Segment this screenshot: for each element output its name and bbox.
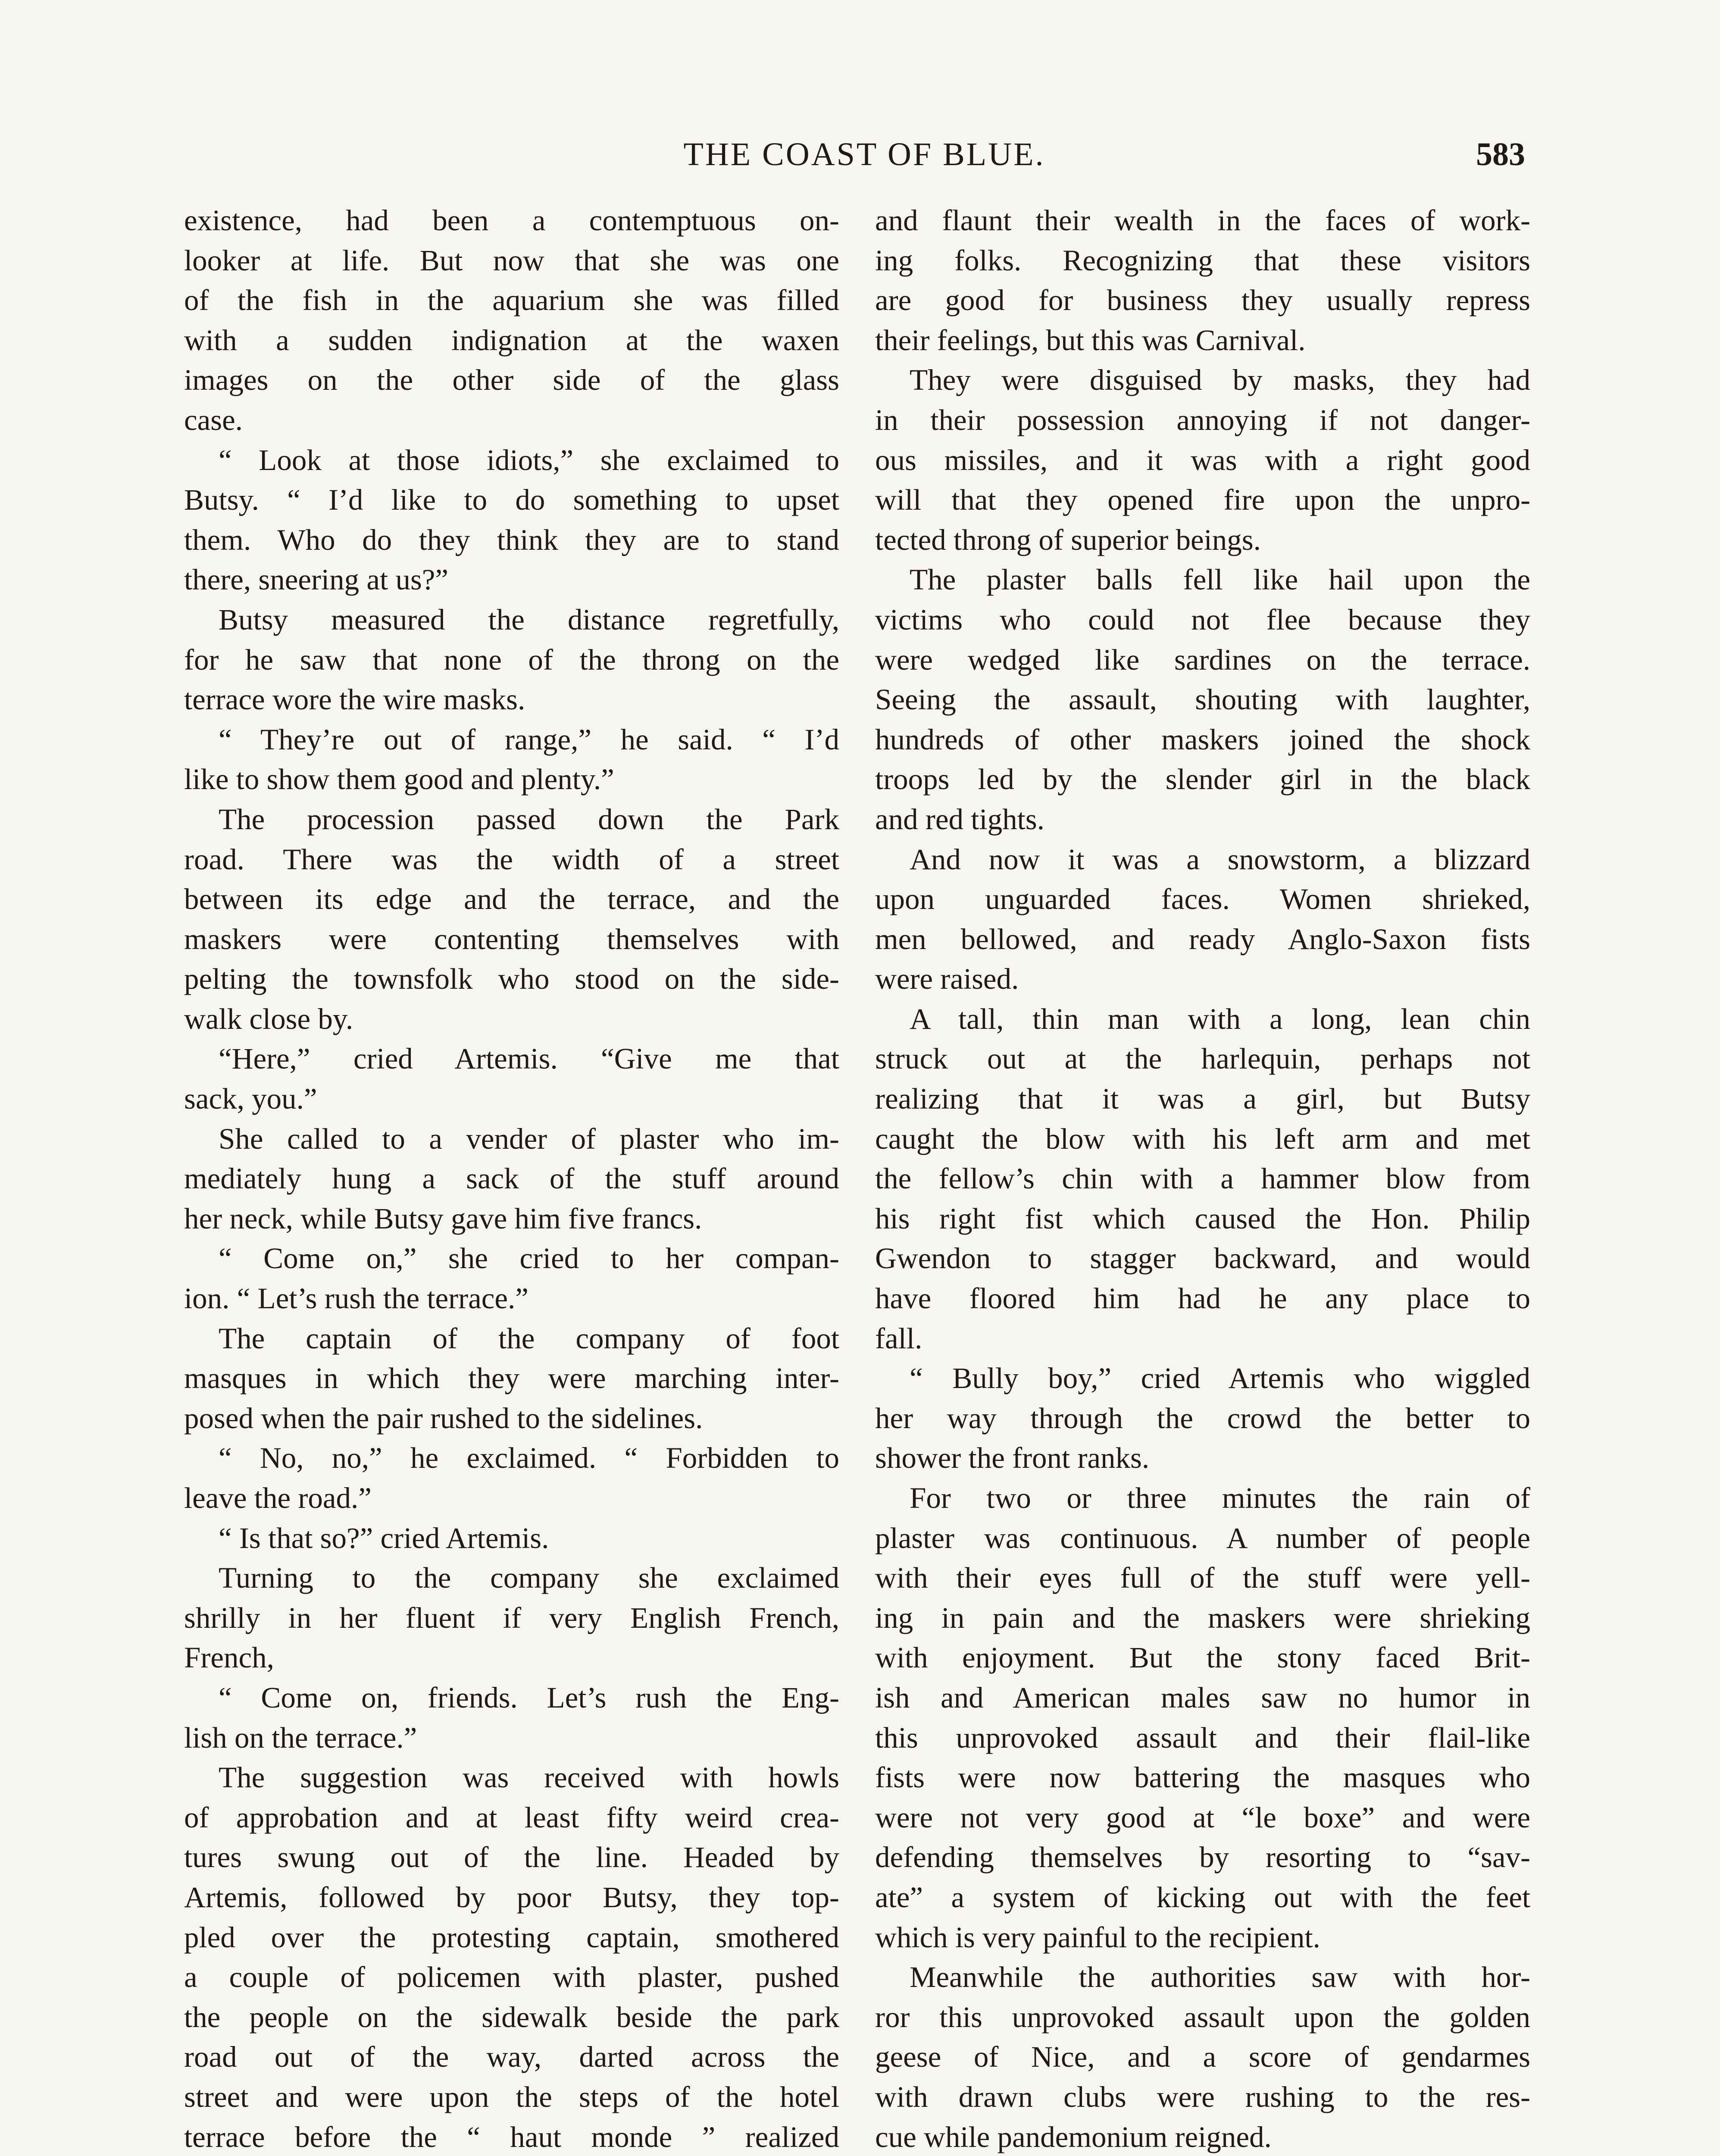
text-line: And now it was a snowstorm, a blizzard	[910, 843, 1530, 876]
text-line: defending themselves by resorting to “sav-	[875, 1841, 1530, 1874]
paragraph	[184, 1319, 839, 1438]
text-line: leave the road.”	[184, 1482, 372, 1514]
right-text-column	[875, 201, 1530, 2156]
page-header	[0, 128, 1720, 180]
text-line: ous missiles, and it was with a right good	[875, 443, 1530, 476]
text-line: struck out at the harlequin, perhaps not	[875, 1042, 1530, 1075]
text-line: her neck, while Butsy gave him five francs.	[184, 1202, 702, 1235]
text-line: Butsy. “ I’d like to do something to upset	[184, 483, 839, 517]
text-line: cue while pandemonium reigned.	[875, 2120, 1272, 2153]
text-line: were raised.	[875, 962, 1019, 996]
text-line: “ Is that so?” cried Artemis.	[219, 1521, 549, 1554]
text-line: with drawn clubs were rushing to the res-	[875, 2080, 1530, 2113]
paragraph	[875, 999, 1530, 1358]
text-line: his right fist which caused the Hon. Philip	[875, 1202, 1530, 1235]
text-line: case.	[184, 403, 243, 436]
text-line: mediately hung a sack of the stuff around	[184, 1162, 839, 1195]
text-line: ing in pain and the maskers were shrieking	[875, 1601, 1530, 1634]
text-line: ate” a system of kicking out with the feet	[875, 1880, 1530, 1914]
text-line: their feelings, but this was Carnival.	[875, 323, 1306, 357]
text-line: road. There was the width of a street	[184, 843, 839, 876]
text-line: fall.	[875, 1322, 923, 1355]
text-line: tected throng of superior beings.	[875, 523, 1261, 556]
paragraph	[184, 1518, 839, 1558]
paragraph	[184, 1238, 839, 1318]
paragraph	[875, 1957, 1530, 2156]
text-line: like to show them good and plenty.”	[184, 763, 614, 796]
text-line: and flaunt their wealth in the faces of work-	[875, 204, 1530, 237]
text-line: are good for business they usually repress	[875, 284, 1530, 317]
text-line: walk close by.	[184, 1002, 353, 1035]
text-line: tures swung out of the line. Headed by	[184, 1841, 839, 1874]
text-line: “ Look at those idiots,” she exclaimed to	[219, 443, 839, 476]
text-line: pled over the protesting captain, smothered	[184, 1921, 839, 1954]
text-line: shower the front ranks.	[875, 1442, 1150, 1475]
text-line: have floored him had he any place to	[875, 1282, 1530, 1315]
paragraph	[184, 201, 839, 440]
text-line: of the fish in the aquarium she was filled	[184, 284, 839, 317]
text-line: “ Come on,” she cried to her compan-	[219, 1242, 839, 1275]
text-line: with a sudden indignation at the waxen	[184, 323, 839, 357]
paragraph	[875, 1358, 1530, 1478]
text-line: ish and American males saw no humor in	[875, 1681, 1530, 1714]
text-line: were not very good at “le boxe” and were	[875, 1801, 1530, 1834]
text-line: of approbation and at least fifty weird crea-	[184, 1801, 839, 1834]
paragraph	[184, 799, 839, 1039]
text-line: upon unguarded faces. Women shrieked,	[875, 883, 1530, 916]
text-line: They were disguised by masks, they had	[910, 364, 1530, 397]
paragraph	[875, 360, 1530, 560]
text-line: ing folks. Recognizing that these visitors	[875, 244, 1530, 277]
text-line: geese of Nice, and a score of gendarmes	[875, 2040, 1530, 2074]
paragraph	[875, 1478, 1530, 1957]
text-line: French,	[184, 1641, 274, 1674]
text-line: The captain of the company of foot	[219, 1322, 839, 1355]
text-line: maskers were contenting themselves with	[184, 922, 839, 956]
text-line: sack, you.”	[184, 1082, 317, 1116]
paragraph	[875, 840, 1530, 999]
left-text-column	[184, 201, 839, 2156]
text-line: hundreds of other maskers joined the shock	[875, 723, 1530, 756]
text-line: lish on the terrace.”	[184, 1721, 417, 1754]
text-line: The suggestion was received with howls	[219, 1761, 839, 1794]
text-line: and red tights.	[875, 802, 1045, 836]
text-line: The plaster balls fell like hail upon the	[910, 563, 1530, 596]
text-line: Butsy measured the distance regretfully,	[219, 603, 839, 636]
text-line: ion. “ Let’s rush the terrace.”	[184, 1282, 529, 1315]
text-line: shrilly in her fluent if very English French,	[184, 1601, 839, 1634]
text-line: “ Come on, friends. Let’s rush the Eng-	[219, 1681, 839, 1714]
text-line: between its edge and the terrace, and the	[184, 883, 839, 916]
text-line: the people on the sidewalk beside the park	[184, 2000, 839, 2034]
text-line: troops led by the slender girl in the black	[875, 763, 1530, 796]
text-line: Artemis, followed by poor Butsy, they top-	[184, 1880, 839, 1914]
text-line: street and were upon the steps of the hotel	[184, 2080, 839, 2113]
paragraph	[875, 560, 1530, 839]
paragraph	[875, 201, 1530, 360]
paragraph	[184, 440, 839, 600]
text-line: men bellowed, and ready Anglo-Saxon fists	[875, 922, 1530, 956]
text-line: “Here,” cried Artemis. “Give me that	[219, 1042, 839, 1075]
paragraph	[184, 1119, 839, 1239]
text-line: The procession passed down the Park	[219, 802, 839, 836]
text-line: will that they opened fire upon the unpro-	[875, 483, 1530, 517]
text-line: For two or three minutes the rain of	[910, 1482, 1530, 1514]
text-line: Seeing the assault, shouting with laughter,	[875, 683, 1530, 716]
text-line: “ Bully boy,” cried Artemis who wiggled	[910, 1362, 1530, 1395]
text-line: pelting the townsfolk who stood on the side-	[184, 962, 839, 996]
text-line: images on the other side of the glass	[184, 364, 839, 397]
page-number: 583	[1476, 136, 1525, 172]
text-line: this unprovoked assault and their flail-like	[875, 1721, 1530, 1754]
text-line: with their eyes full of the stuff were yell-	[875, 1561, 1530, 1595]
text-line: in their possession annoying if not danger-	[875, 403, 1530, 436]
paragraph	[184, 1438, 839, 1518]
text-line: were wedged like sardines on the terrace.	[875, 643, 1530, 676]
text-line: existence, had been a contemptuous on-	[184, 204, 839, 237]
text-line: realizing that it was a girl, but Butsy	[875, 1082, 1530, 1116]
text-line: Gwendon to stagger backward, and would	[875, 1242, 1530, 1275]
text-line: terrace wore the wire masks.	[184, 683, 525, 716]
paragraph	[184, 1558, 839, 1678]
paragraph	[184, 1758, 839, 2156]
text-line: plaster was continuous. A number of people	[875, 1521, 1530, 1554]
paragraph	[184, 1678, 839, 1758]
text-line: She called to a vender of plaster who im-	[219, 1122, 839, 1155]
text-line: them. Who do they think they are to stand	[184, 523, 839, 556]
text-line: road out of the way, darted across the	[184, 2040, 839, 2074]
text-line: posed when the pair rushed to the sidelines.	[184, 1401, 703, 1435]
text-line: ror this unprovoked assault upon the golden	[875, 2000, 1530, 2034]
text-line: a couple of policemen with plaster, pushed	[184, 1961, 839, 1994]
text-line: “ They’re out of range,” he said. “ I’d	[219, 723, 839, 756]
text-line: for he saw that none of the throng on the	[184, 643, 839, 676]
text-line: caught the blow with his left arm and met	[875, 1122, 1530, 1155]
text-line: fists were now battering the masques who	[875, 1761, 1530, 1794]
text-line: victims who could not flee because they	[875, 603, 1530, 636]
text-line: which is very painful to the recipient.	[875, 1921, 1320, 1954]
text-line: the fellow’s chin with a hammer blow from	[875, 1162, 1530, 1195]
text-line: with enjoyment. But the stony faced Brit-	[875, 1641, 1530, 1674]
text-line: Turning to the company she exclaimed	[219, 1561, 839, 1595]
text-line: her way through the crowd the better to	[875, 1401, 1530, 1435]
text-line: there, sneering at us?”	[184, 563, 449, 596]
text-line: Meanwhile the authorities saw with hor-	[910, 1961, 1530, 1994]
running-title: THE COAST OF BLUE.	[683, 136, 1045, 172]
text-line: terrace before the “ haut monde ” realized	[184, 2120, 839, 2153]
text-line: “ No, no,” he exclaimed. “ Forbidden to	[219, 1442, 839, 1475]
text-line: looker at life. But now that she was one	[184, 244, 839, 277]
text-line: A tall, thin man with a long, lean chin	[910, 1002, 1530, 1035]
text-line: masques in which they were marching inter-	[184, 1362, 839, 1395]
paragraph	[184, 1039, 839, 1119]
paragraph	[184, 600, 839, 720]
paragraph	[184, 720, 839, 799]
